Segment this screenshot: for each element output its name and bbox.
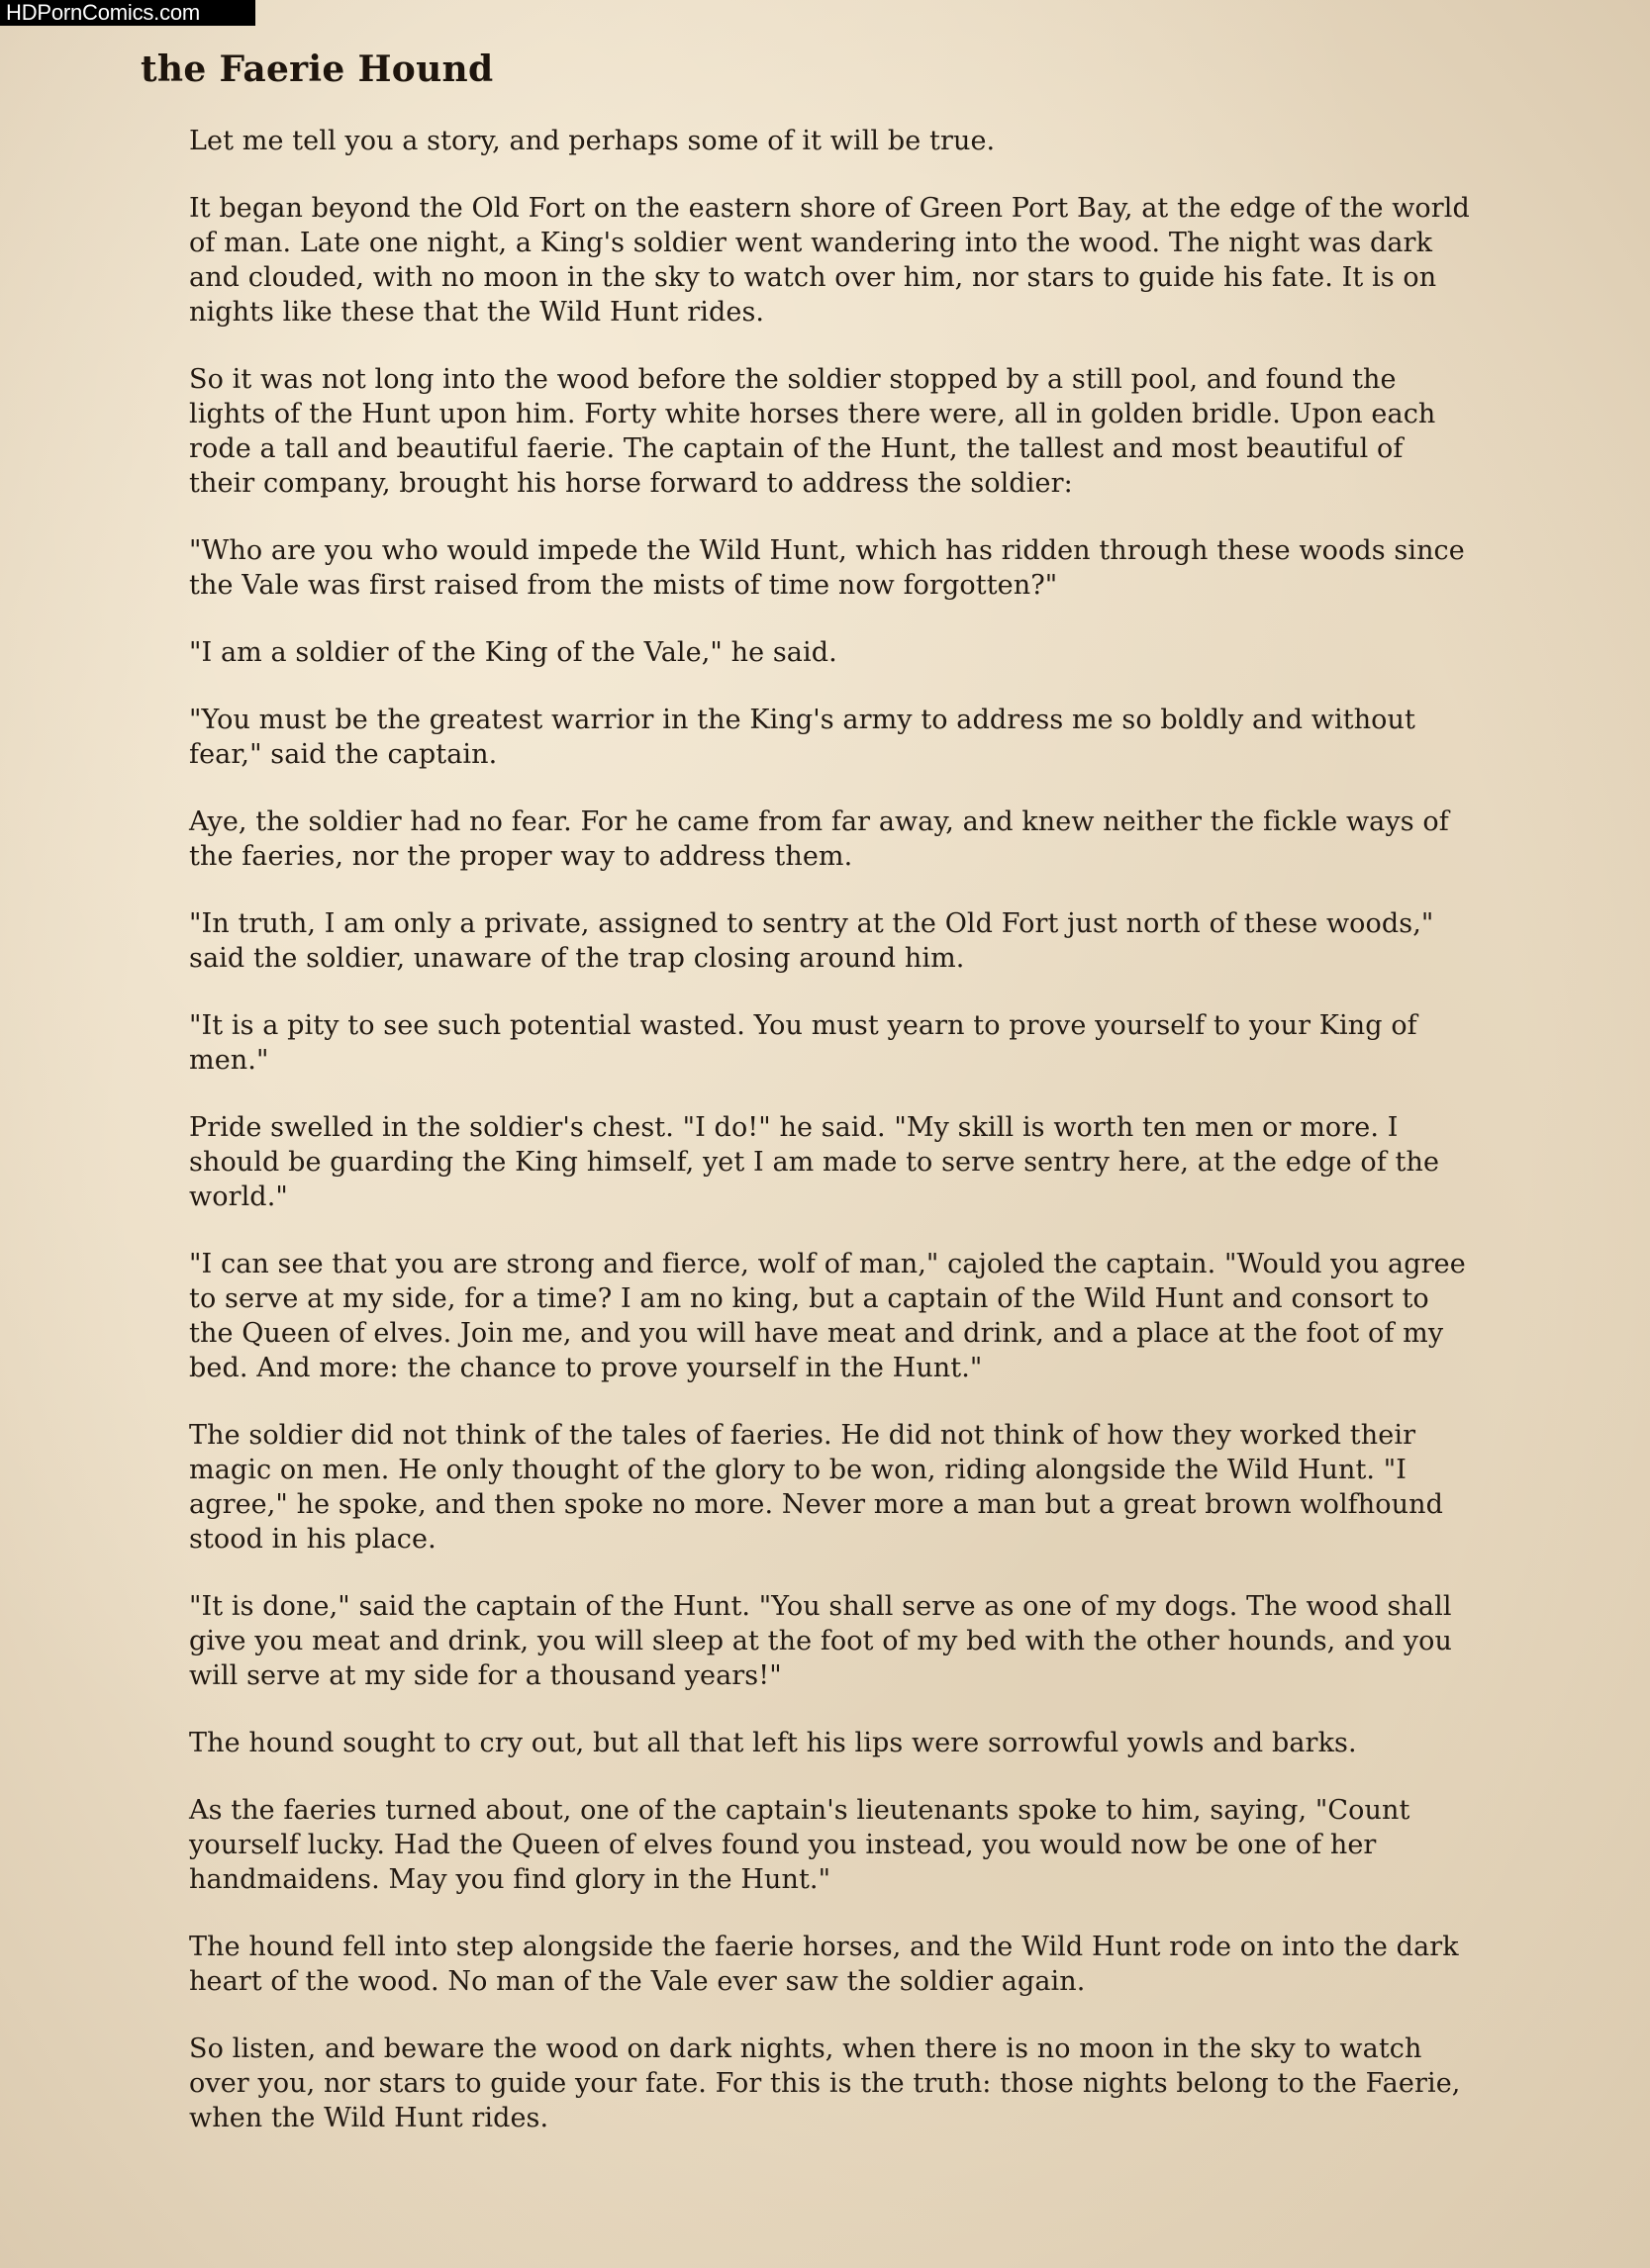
story-paragraph: "Who are you who would impede the Wild Hunt, which has ridden through these woods since the Vale was first raised from the mists of time now forgotten?" [189,535,1465,601]
story-paragraph: The hound sought to cry out, but all that left his lips were sorrowful yowls and barks. [189,1728,1357,1758]
page-title: the Faerie Hound [141,48,494,90]
story-body [189,124,1476,2168]
story-paragraph: The hound fell into step alongside the faerie horses, and the Wild Hunt rode on into the dark heart of the wood. No man of the Vale ever saw the soldier again. [189,1932,1459,1997]
story-paragraph: So listen, and beware the wood on dark nights, when there is no moon in the sky to watch over you, nor stars to guide your fate. For this is the truth: those nights belong to the Faerie, when the Wild Hunt rides. [189,2033,1461,2133]
story-paragraph: Pride swelled in the soldier's chest. "I do!" he said. "My skill is worth ten men or more. I should be guarding the King himself, yet I am made to serve sentry here, at the edge of the world." [189,1112,1440,1212]
story-paragraph: As the faeries turned about, one of the captain's lieutenants spoke to him, saying, "Count yourself lucky. Had the Queen of elves found you instead, you would now be one of her handmaidens. May you find glory in the Hunt." [189,1795,1410,1895]
story-paragraph: Aye, the soldier had no fear. For he came from far away, and knew neither the fickle ways of the faeries, nor the proper way to address them. [189,806,1449,872]
story-paragraph: "It is done," said the captain of the Hunt. "You shall serve as one of my dogs. The wood shall give you meat and drink, you will sleep at the foot of my bed with the other hounds, and you will serve at my side for a thousand years!" [189,1591,1452,1691]
story-paragraph: Let me tell you a story, and perhaps some of it will be true. [189,126,996,156]
watermark: HDPornComics.com [0,0,255,26]
story-paragraph: "In truth, I am only a private, assigned to sentry at the Old Fort just north of these woods," said the soldier, unaware of the trap closing around him. [189,908,1434,974]
story-paragraph: "You must be the greatest warrior in the King's army to address me so boldly and without fear," said the captain. [189,705,1415,770]
story-paragraph: The soldier did not think of the tales of faeries. He did not think of how they worked their magic on men. He only thought of the glory to be won, riding alongside the Wild Hunt. "I agree," he spoke, and then spoke no more. Never more a man but a great brown wolfhound stood in his place. [189,1420,1443,1555]
story-paragraph: It began beyond the Old Fort on the eastern shore of Green Port Bay, at the edge of the world of man. Late one night, a King's soldier went wandering into the wood. The night was dark and clouded, with no moon in the sky to watch over him, nor stars to guide his fate. It is on nights like these that the Wild Hunt rides. [189,193,1470,328]
story-paragraph: "I can see that you are strong and fierce, wolf of man," cajoled the captain. "Would you agree to serve at my side, for a time? I am no king, but a captain of the Wild Hunt and consort to the Queen of elves. Join me, and you will have meat and drink, and a place at the foot of my bed. And more: the chance to prove yourself in the Hunt." [189,1249,1466,1383]
story-paragraph: So it was not long into the wood before the soldier stopped by a still pool, and found the lights of the Hunt upon him. Forty white horses there were, all in golden bridle. Upon each rode a tall and beautiful faerie. The captain of the Hunt, the tallest and most beautiful of their company, brought his horse forward to address the soldier: [189,364,1436,499]
story-paragraph: "I am a soldier of the King of the Vale," he said. [189,637,837,668]
story-paragraph: "It is a pity to see such potential wasted. You must yearn to prove yourself to your King of men." [189,1010,1417,1076]
